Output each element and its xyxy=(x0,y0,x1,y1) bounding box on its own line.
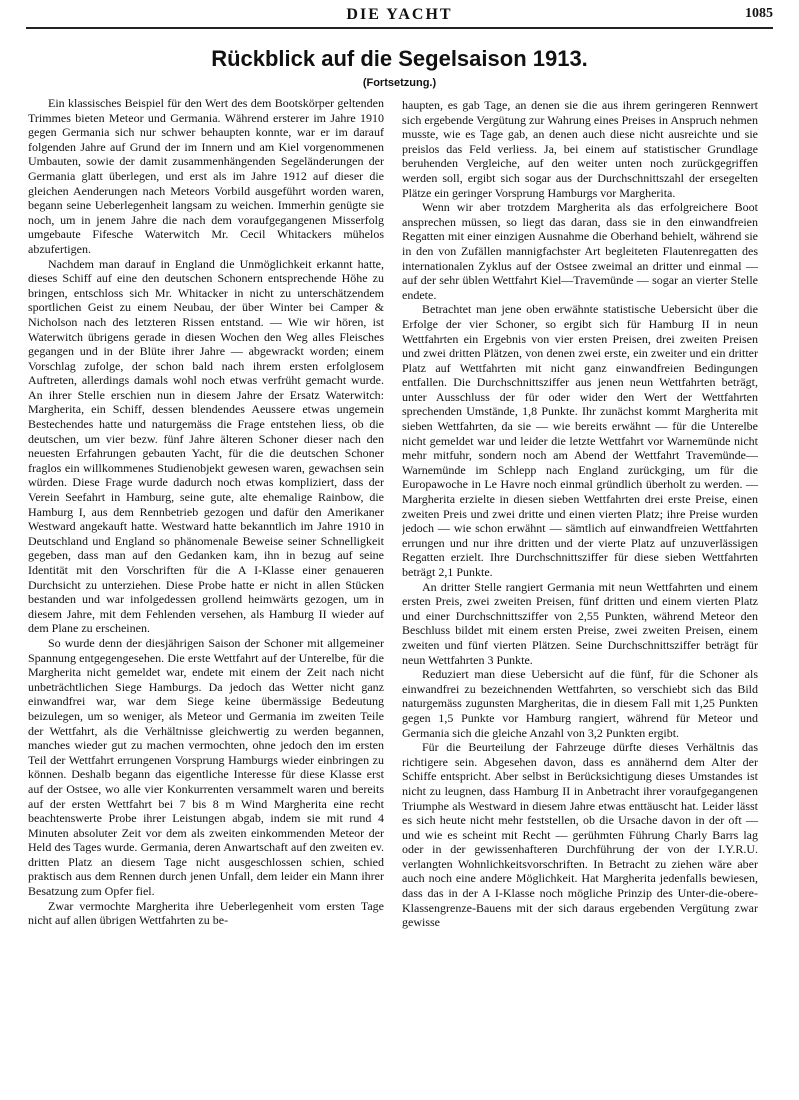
paragraph: Für die Beurteilung der Fahrzeuge dürfte dieses Verhältnis das richtigere sein. Abgesehen davon, dass es annähernd dem Alter der Schiffe entspricht. Aber selbst in Berücksichtigung dieses Umstandes ist nicht zu leugnen, dass Hamburg II in Anbetracht ihrer voraufgegangenen Triumphe als Westward in diesem Jahre etwas enttäuscht hat. Leider lässt es sich heute nicht mehr feststellen, ob die Ursache davon in der oft — und wie es scheint mit Recht — gerühmten Führung Charly Barrs lag oder in der gewissenhafteren Durchführung der von der I.Y.R.U. verlangten Wohnlichkeitsvorschriften. In Betracht zu ziehen wäre aber auch noch eine andere Möglichkeit. Hat Margherita jedenfalls bewiesen, dass das in der A I-Klasse noch mögliche Prinzip des Unter-die-obere-Klassengrenze-Bauens mit der sich daraus ergebenden Vergütung zwar gewisse xyxy=(402,740,758,930)
paragraph: haupten, es gab Tage, an denen sie die aus ihrem geringeren Rennwert sich ergebende Vergütung zur Wahrung eines Preises in Anspruch nehmen musste, wie es Tage gab, an denen auch diese nicht ausreichte und sie preislos das Feld verliess. Ja, bei einem auf statistischer Grundlage beruhenden Vergleiche, auf den weiter unten noch zurückgegriffen werden soll, ergibt sich sogar aus der Durchschnittszahl der ersegelten Plätze ein geringer Vorsprung Hamburgs vor Margherita. xyxy=(402,98,758,200)
page-number: 1085 xyxy=(745,6,773,21)
paragraph: Betrachtet man jene oben erwähnte statistische Uebersicht über die Erfolge der vier Schoner, so ergibt sich für Hamburg II in neun Wettfahrten ein Ergebnis von vier ersten Preisen, drei zweiten Preisen und zwei dritten Plätzen, von denen zwei erste, ein zweiter und ein dritter Platz auf Wettfahrten mit nicht ganz einwandfreien Bedingungen entfallen. Die Durchschnittsziffer aus jenen neun Wettfahrten beträgt, unter Ausschluss der für oder wider den Wert der Wettfahrten sprechenden Umstände, 1,8 Punkte. Ihr zunächst kommt Margherita mit sieben Wettfahrten, da sie — wie bereits erwähnt — für die Unterelbe nicht gemeldet war und leider die letzte Wettfahrt vor Warnemünde nicht mehr mitfuhr, sondern noch am Abend der Wettfahrt Travemünde—Warnemünde im Schlepp nach England zurückging, um für die Europawoche in Le Havre noch einmal gründlich überholt zu werden. — Margherita erzielte in diesen sieben Wettfahrten drei erste Preise, einen zweiten Preis und zwei dritte und einen vierten Platz; ihre Preise wurden jedoch — wie schon erwähnt — sämtlich auf einwandfreien Wettfahrten errungen und nur ihre dritten und der vierte Platz auf unzuverlässigen Regatten erzielt. Ihre Durchschnittsziffer für diese sieben Wettfahrten beträgt 2,1 Punkte. xyxy=(402,302,758,579)
text-column-right xyxy=(402,98,758,1094)
article-subtitle: (Fortsetzung.) xyxy=(362,77,437,89)
paragraph: So wurde denn der diesjährigen Saison der Schoner mit allgemeiner Spannung entgegengesehen. Die erste Wettfahrt auf der Unterelbe, für die Margherita nicht gemeldet war, endete mit einem der Zeit nach nicht unbeträchtlichen Siege Hamburgs. Da jedoch das Wetter nicht ganz einwandfrei war, war dem Siege keine übermässige Bedeutung beizulegen, um so weniger, als Meteor und Germania im zweiten Teile der Wettfahrt, als die Verhältnisse gleichwertig zu werden begannen, manches wieder gut zu machen vermochten, ohne jedoch den im ersten Teil der Wettfahrt errungenen Vorsprung Hamburgs wieder einbringen zu können. Deshalb begann das eigentliche Interesse für diese Klasse erst auf der Ostsee, wo alle vier Konkurrenten versammelt waren und bereits auf der ersten Wettfahrt bei 7 bis 8 m Wind Margherita eine recht beachtenswerte Probe ihrer Leistungen abgab, indem sie mit rund 4 Minuten absoluter Zeit vor dem als zweiten einkommenden Meteor der Held des Tages wurde. Germania, deren Anwartschaft auf den zweiten ev. dritten Platz an diesem Tage nicht ausgeschlossen schien, schied praktisch aus dem Rennen durch jenen Unfall, dem leider ein Mann ihrer Besatzung zum Opfer fiel. xyxy=(28,635,384,899)
paragraph: Wenn wir aber trotzdem Margherita als das erfolgreichere Boot ansprechen müssen, so liegt das daran, dass sie in den einwandfreien Regatten mit einer einzigen Ausnahme die Oberhand behielt, während sie in den von Zufällen mannigfachster Art begleiteten Flautenregatten des internationalen Zyklus auf der Ostsee zweimal an dritter und einmal — auf der sehr üblen Wettfahrt Kiel—Travemünde — sogar an vierter Stelle endete. xyxy=(402,200,758,302)
text-column-left xyxy=(28,96,384,1092)
paragraph: Zwar vermochte Margherita ihre Ueberlegenheit vom ersten Tage nicht auf allen übrigen Wettfahrten zu be- xyxy=(28,898,384,928)
paragraph: Ein klassisches Beispiel für den Wert des dem Bootskörper geltenden Trimmes bieten Meteor und Germania. Während ersterer im Jahre 1910 gegen Germania sich nur schwer behaupten konnte, war er im darauf folgenden Jahre auf Grund der im Innern und am Kiel vorgenommenen Umbauten, sowie der damit zusammenhängenden Segeländerungen der Germania glatt überlegen, und erst als im Jahre 1912 auf dieser die gleichen Aenderungen nach Meteors Vorbild ausgeführt worden waren, begann seine Ueberlegenheit langsam zu weichen. Immerhin genügte sie noch, um in jenem Jahre die nach dem voraufgegangenen Misserfolg umgebaute Fifesche Waterwitch Mr. Cecil Whitackers mühelos abzufertigen. xyxy=(28,96,384,256)
running-title: DIE YACHT xyxy=(346,6,453,23)
article-title: Rückblick auf die Segelsaison 1913. xyxy=(211,46,588,71)
paragraph: Reduziert man diese Uebersicht auf die fünf, für die Schoner als einwandfrei zu bezeichnenden Wettfahrten, so verschiebt sich das Bild naturgemäss zugunsten Margheritas, die in diesem Fall mit 1,25 Punkten gegen 1,5 Punkte vor Hamburg rangiert, während für Meteor und Germania sich die gleiche Anzahl von 3,2 Punkten ergibt. xyxy=(402,667,758,740)
paragraph: Nachdem man darauf in England die Unmöglichkeit erkannt hatte, dieses Schiff auf eine den deutschen Schonern entsprechende Höhe zu bringen, entschloss sich Mr. Whitacker in nicht zu unterschätzendem sportlichen Geist zu einem Neubau, der über Winter bei Camper & Nicholson nach des letzteren Rissen entstand. — Wie wir hören, ist Waterwitch übrigens gerade in diesen Wochen den Weg alles Fleisches gegangen und in der Blüte ihrer Jahre — abgewrackt worden; einem Vorschlag zufolge, der schon bald nach ihrem ersten erfolglosem Auftreten, allerdings damals wohl noch etwas verfrüht gemacht wurde. An ihrer Stelle erschien nun in diesem Jahre der Ersatz Waterwitch: Margherita, ein Schiff, dessen blendendes Aeussere etwas ungemein Bestechendes hatte und naturgemäss die Frage entstehen liess, ob die deutschen, um vier bezw. fünf Jahre älteren Schoner dieser nach den neuesten Erfahrungen gebauten Yacht, für die die deutschen Schoner fraglos ein willkommenes Studienobjekt gewesen waren, gewachsen sein würden. Diese Frage wurde dadurch noch etwas kompliziert, dass der Verein Seefahrt in Hamburg, seine gute, alte ehemalige Rainbow, die Hamburg I, aus dem Rennbetrieb gezogen und dafür den Amerikaner Westward angekauft hatte. Westward hatte bekanntlich im Jahre 1910 in Deutschland und England so phänomenale Beweise seiner Schnelligkeit gegeben, dass man auf den Gedanken kam, ihn in bezug auf seine Identität mit den Vorschriften für die A I-Klasse einer genaueren Durchsicht zu unterziehen. Diese Probe hatte er nicht in allen Stücken bestanden und war infolgedessen grollend heimwärts gezogen, um in diesem Jahre, mit dem Fehlenden versehen, als Hamburg II wieder auf dem Plane zu erscheinen. xyxy=(28,256,384,636)
paragraph: An dritter Stelle rangiert Germania mit neun Wettfahrten und einem ersten Preis, zwei zweiten Preisen, fünf dritten und einem vierten Platz und einer Durchschnittsziffer von 2,55 Punkten, während Meteor den Beschluss bildet mit einem ersten Preise, zwei zweiten Preisen, einem zweiten und fünf vierten Plätzen. Seine Durchschnittsziffer beträgt für neun Wettfahrten 3 Punkte. xyxy=(402,579,758,667)
running-head xyxy=(20,4,779,28)
header-rule xyxy=(26,27,773,29)
